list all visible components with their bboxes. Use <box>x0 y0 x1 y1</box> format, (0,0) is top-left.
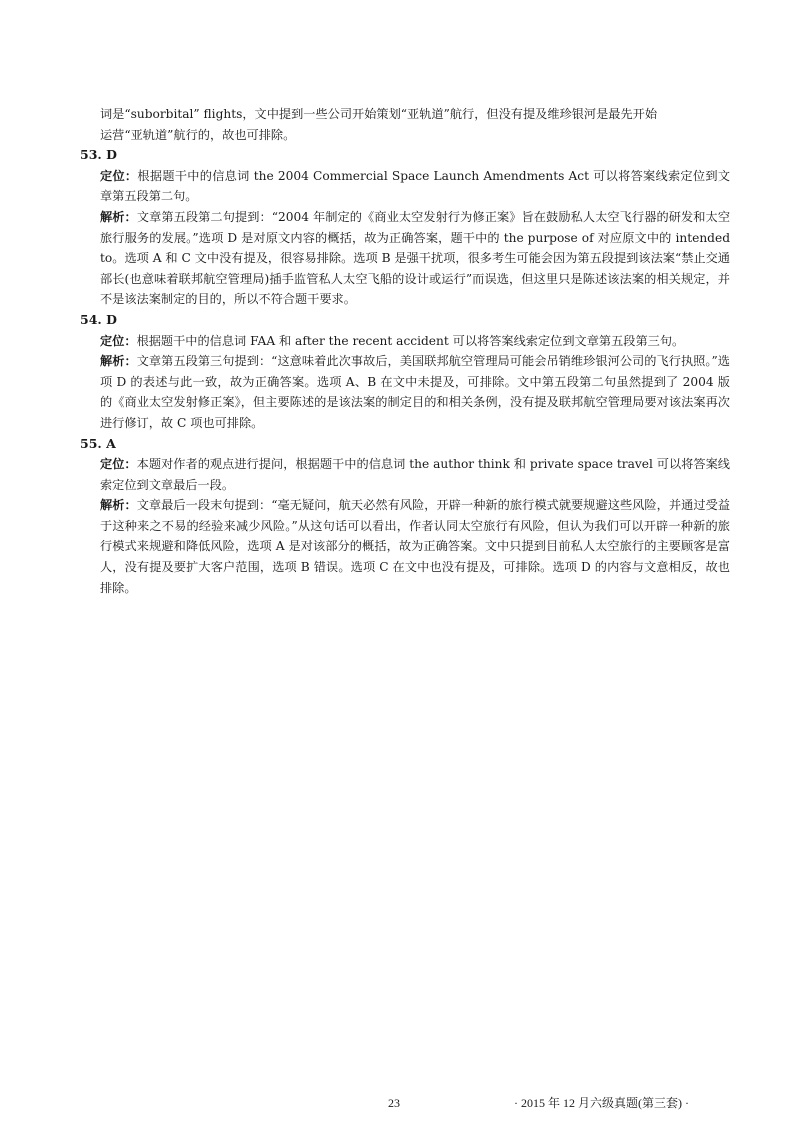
page-number: 23 <box>388 1096 400 1110</box>
analysis-label: 解析： <box>100 498 137 513</box>
question-54 <box>80 310 730 434</box>
locate-text: 根据题干中的信息词 FAA 和 after the recent accident 可以将答案线索定位到文章第五段第三句。 <box>136 333 685 348</box>
question-number: 55. A <box>80 435 116 451</box>
analysis-paragraph <box>80 207 730 310</box>
analysis-label: 解析： <box>100 354 137 369</box>
analysis-label: 解析： <box>100 209 137 224</box>
analysis-paragraph <box>80 495 730 598</box>
document-body <box>80 104 730 598</box>
analysis-text: 文章第五段第三句提到：“这意味着此次事故后，美国联邦航空管理局可能会吊销维珍银河公司的飞行执照。”选项 D 的表述与此一致，故为正确答案。选项 A、B 在文中未提及，可排除。文中第五段第二句虽然提到了 2004 版的《商业太空发射修正案》，但主要陈述的是该法案的制定目的和相关条例，没有提及联邦航空管理局要对该法案再次进行修订，故 C 项也可排除。 <box>100 354 730 430</box>
analysis-text: 文章第五段第二句提到：“2004 年制定的《商业太空发射行为修正案》旨在鼓励私人太空飞行器的研发和太空旅行服务的发展。”选项 D 是对原文内容的概括，故为正确答案，题干中的 the purpose of 对应原文中的 intended to。选项 A 和 C 文中没有提及，很容易排除。选项 B 是强干扰项，很多考生可能会因为第五段提到该法案“禁止交通部长(也意味着联邦航空管理局)插手监管私人太空飞船的设计或运行”而误选，但这里只是陈述该法案的相关规定，并不是该法案制定的目的，所以不符合题干要求。 <box>100 209 731 307</box>
intro-line-2: 运营“亚轨道”航行的，故也可排除。 <box>100 127 296 142</box>
intro-line-1: 词是“suborbital” flights，文中提到一些公司开始策划“亚轨道”航行，但没有提及维珍银河是最先开始 <box>100 107 658 121</box>
question-number: 54. D <box>80 311 117 327</box>
locate-paragraph <box>80 331 730 352</box>
question-53 <box>80 145 730 310</box>
locate-label: 定位： <box>100 333 137 348</box>
question-55 <box>80 434 730 599</box>
locate-label: 定位： <box>100 168 138 183</box>
analysis-text: 文章最后一段末句提到：“毫无疑问，航天必然有风险，开辟一种新的旅行模式就要规避这些风险，并通过受益于这种来之不易的经验来减少风险。”从这句话可以看出，作者认同太空旅行有风险，但认为我们可以开辟一种新的旅行模式来规避和降低风险，选项 A 是对该部分的概括，故为正确答案。文中只提到目前私人太空旅行的主要顾客是富人，没有提及要扩大客户范围，选项 B 错误。选项 C 在文中也没有提及，可排除。选项 D 的内容与文意相反，故也排除。 <box>100 498 731 595</box>
running-title: · 2015 年 12 月六级真题(第三套) · <box>514 1096 689 1110</box>
analysis-paragraph <box>80 351 730 433</box>
locate-text: 本题对作者的观点进行提问，根据题干中的信息词 the author think 和 private space travel 可以将答案线索定位到文章最后一段。 <box>100 457 730 492</box>
question-number: 53. D <box>80 147 117 163</box>
locate-label: 定位： <box>100 457 137 472</box>
locate-text: 根据题干中的信息词 the 2004 Commercial Space Launch Amendments Act 可以将答案线索定位到文章第五段第二句。 <box>100 168 731 204</box>
locate-paragraph <box>80 454 730 495</box>
locate-paragraph <box>80 166 730 207</box>
